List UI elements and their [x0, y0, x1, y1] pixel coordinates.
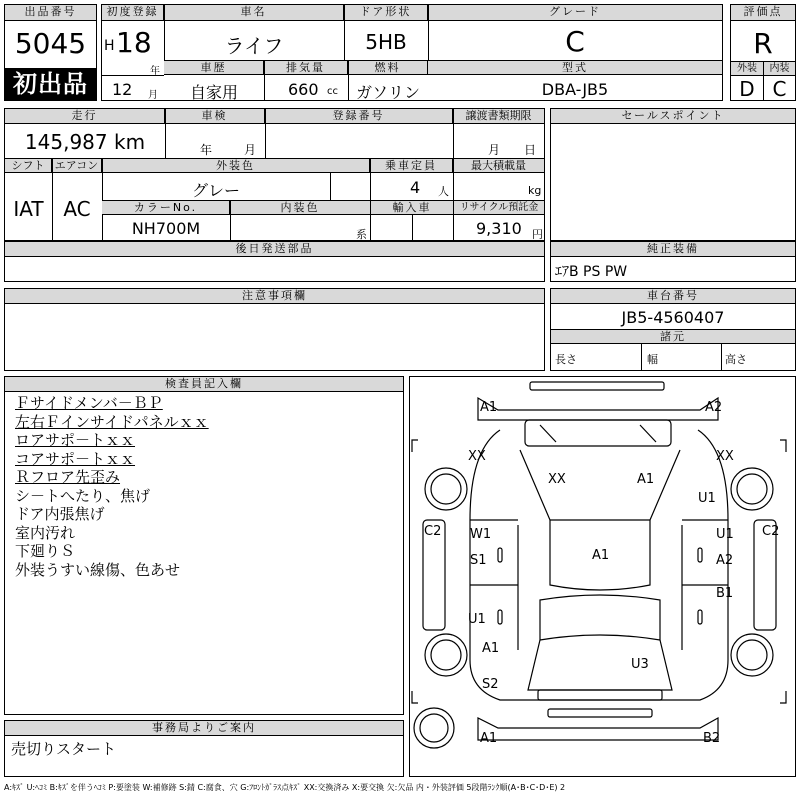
ext-color-label: 外装色: [102, 159, 370, 173]
later-parts-label: 後日発送部品: [5, 242, 544, 257]
int-color-unit: 系: [356, 228, 367, 241]
transfer-day: 日: [524, 143, 537, 157]
door-type: 5HB: [365, 30, 407, 54]
inspector-line: コアサポ－トｘｘ: [15, 449, 136, 468]
score: R: [753, 27, 773, 60]
notes-label: 注意事項欄: [5, 289, 544, 304]
shift-label: シフト: [5, 159, 52, 173]
era: H: [104, 38, 115, 54]
mark-rear-left-quarter: A1: [482, 641, 500, 656]
inspector-line: Ｒフロア先歪み: [15, 468, 121, 486]
mileage: 145,987 km: [24, 130, 146, 154]
color-no: NH700M: [131, 219, 201, 238]
legend: A:ｷｽﾞ U:ﾍｺﾐ B:ｷｽﾞを伴うﾍｺﾐ P:要塗装 W:補修跡 S:錆 C:腐食、穴 G:ﾌﾛﾝﾄｶﾞﾗｽ点ｷｽﾞ XX:交換済み X:要交換 欠:欠品 内・外装評価 5段階ﾗﾝｸ順(A･B･C･D･E) 2: [4, 783, 566, 792]
year-unit: 年: [150, 66, 160, 77]
import-label: 輸入車: [371, 201, 453, 215]
mark-left-side: C2: [424, 524, 442, 539]
max-load-label: 最大積載量: [453, 159, 544, 173]
length-label: 長さ: [555, 353, 577, 366]
inspector-line: 室内汚れ: [15, 523, 76, 542]
car-name: ライフ: [224, 34, 284, 58]
history: 自家用: [189, 83, 238, 102]
inspector-label: 検査員記入欄: [5, 377, 403, 392]
ext-color: グレー: [191, 181, 240, 200]
inspector-line: ロアサポ－トｘｘ: [15, 431, 136, 449]
mark-front-right-fender: XX: [716, 449, 734, 464]
first-reg-month: 12: [112, 80, 133, 99]
door-label: ドア形状: [344, 5, 428, 21]
inspection-month: 月: [244, 143, 257, 157]
inspection-label: 車検: [165, 109, 265, 124]
mark-hood-right: A1: [637, 472, 655, 487]
capacity-label: 乗車定員: [370, 159, 453, 173]
inspector-line: ドア内張焦げ: [15, 505, 105, 523]
lot-number-label: 出品番号: [5, 5, 96, 21]
inspector-line: シ－トへたり、焦げ: [15, 486, 151, 505]
equipment: ｴｱB PS PW: [555, 264, 628, 280]
later-parts-box: [4, 241, 545, 282]
displacement: 660: [288, 80, 319, 99]
mark-front-left-door: W1: [470, 527, 492, 542]
first-reg-year: 18: [116, 26, 152, 59]
height-label: 高さ: [725, 353, 747, 366]
grade: C: [565, 25, 585, 58]
width-label: 幅: [647, 353, 658, 366]
model: DBA-JB5: [541, 80, 609, 99]
transfer-month: 月: [488, 143, 501, 157]
mark-right-side: C2: [762, 524, 780, 539]
model-label: 型式: [428, 61, 722, 75]
mark-hood-left: XX: [548, 472, 566, 487]
mark-front-right-step: A2: [716, 553, 734, 568]
transfer-label: 譲渡書類期限: [453, 109, 544, 124]
mark-rear-left-lower: S2: [482, 677, 499, 692]
mark-tailgate: U3: [631, 657, 649, 672]
inspector-line: 下廻りＳ: [15, 542, 76, 560]
inspector-box: [4, 376, 404, 715]
office-label: 事務局よりご案内: [5, 721, 403, 736]
mark-front-left-fender: XX: [468, 449, 486, 464]
int-grade: C: [772, 77, 787, 101]
lot-number-box: [4, 4, 97, 101]
history-label: 車歴: [164, 61, 264, 75]
spec-table: [4, 108, 545, 241]
car-diagram-box: [409, 376, 796, 777]
ext-grade: D: [739, 77, 755, 101]
notes-box: [4, 288, 545, 371]
mark-rear-right-bumper: B2: [703, 731, 721, 746]
capacity: 4: [410, 178, 421, 197]
office-box: [4, 720, 404, 777]
score-box: [730, 4, 796, 101]
mark-rear-left-door: U1: [468, 612, 486, 627]
mark-front-right-door: U1: [716, 527, 734, 542]
first-reg-label: 初度登録: [102, 5, 164, 21]
ac-label: エアコン: [52, 159, 102, 173]
displacement-unit: cc: [327, 86, 338, 97]
ac: AC: [63, 197, 91, 221]
chassis-number: JB5-4560407: [621, 308, 725, 327]
first-listing-badge: 初出品: [5, 68, 96, 100]
equipment-label: 純正装備: [551, 242, 795, 257]
recycle-unit: 円: [532, 228, 543, 241]
mark-roof: A1: [592, 548, 610, 563]
sales-point-box: [550, 108, 796, 241]
recycle-fee: 9,310: [476, 219, 522, 238]
month-unit: 月: [148, 90, 158, 101]
score-label: 評価点: [731, 5, 795, 21]
mark-front-left-step: S1: [470, 553, 487, 568]
car-name-label: 車名: [164, 5, 344, 21]
fuel-label: 燃料: [348, 61, 428, 75]
color-no-label: カラーNo.: [102, 201, 230, 215]
inspector-line: Ｆサイドメンバ－ＢＰ: [15, 394, 163, 412]
dims-label: 諸元: [551, 329, 795, 344]
max-load-unit: kg: [528, 184, 542, 197]
mark-rear-left-bumper: A1: [480, 731, 498, 746]
reg-no-label: 登録番号: [265, 109, 453, 124]
capacity-unit: 人: [438, 185, 449, 198]
sales-point-label: セールスポイント: [551, 109, 795, 124]
mark-right-fender-lower: U1: [698, 491, 716, 506]
lot-number: 5045: [14, 27, 87, 60]
equipment-box: [550, 241, 796, 282]
mark-front-right-bumper: A2: [705, 400, 723, 415]
recycle-label: リサイクル預託金: [454, 201, 544, 215]
chassis-label: 車台番号: [551, 289, 795, 304]
inspector-line: 外装うすい線傷、色あせ: [15, 560, 181, 579]
chassis-box: [550, 288, 796, 371]
fuel: ガソリン: [355, 83, 420, 102]
inspection-year: 年: [200, 143, 213, 157]
mileage-label: 走行: [5, 109, 165, 124]
grade-label: グレード: [428, 5, 722, 21]
mark-front-left-bumper: A1: [480, 400, 498, 415]
ext-label: 外装: [731, 62, 763, 76]
office-note: 売切りスタート: [11, 740, 117, 758]
inspector-line: 左右Ｆインサイドパネルｘｘ: [15, 412, 209, 431]
displacement-label: 排気量: [264, 61, 348, 75]
int-label: 内装: [764, 62, 795, 76]
shift: IAT: [13, 197, 44, 221]
int-color-label: 内装色: [230, 201, 370, 215]
mark-rear-right-door: B1: [716, 586, 734, 601]
